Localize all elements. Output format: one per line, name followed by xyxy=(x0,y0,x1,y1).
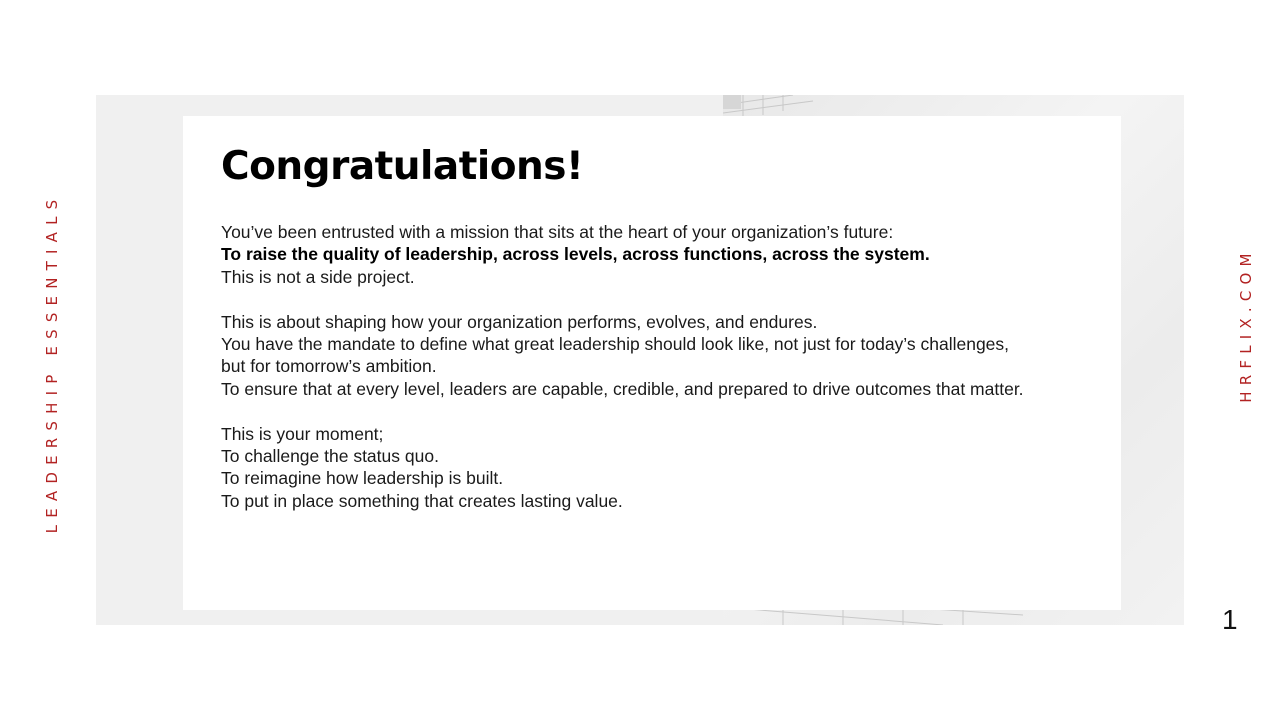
content-card xyxy=(183,116,1121,610)
body-line: To ensure that at every level, leaders are capable, credible, and prepared to drive outcomes that matter. xyxy=(221,378,1024,399)
paragraph-gap xyxy=(221,288,1101,310)
side-label-leadership-essentials: LEADERSHIP ESSENTIALS xyxy=(43,192,61,534)
page-number: 1 xyxy=(1222,604,1238,635)
paragraph-gap xyxy=(221,400,1101,422)
slide-heading: Congratulations! xyxy=(221,144,584,189)
body-line: This is not a side project. xyxy=(221,266,415,287)
body-line: To challenge the status quo. xyxy=(221,446,439,467)
side-label-website: HRFLIX.COM xyxy=(1237,247,1255,403)
body-line-bold: To raise the quality of leadership, across levels, across functions, across the system. xyxy=(221,244,930,265)
body-line: This is your moment; xyxy=(221,423,384,444)
body-line: This is about shaping how your organization performs, evolves, and endures. xyxy=(221,311,818,332)
body-line: You have the mandate to define what great leadership should look like, not just for today’s challenges, xyxy=(221,334,1010,355)
slide-body xyxy=(221,221,1101,512)
body-line: You’ve been entrusted with a mission that sits at the heart of your organization’s future: xyxy=(221,222,894,242)
body-line: but for tomorrow’s ambition. xyxy=(221,356,437,377)
body-line: To put in place something that creates lasting value. xyxy=(221,490,623,511)
body-line: To reimagine how leadership is built. xyxy=(221,468,504,489)
